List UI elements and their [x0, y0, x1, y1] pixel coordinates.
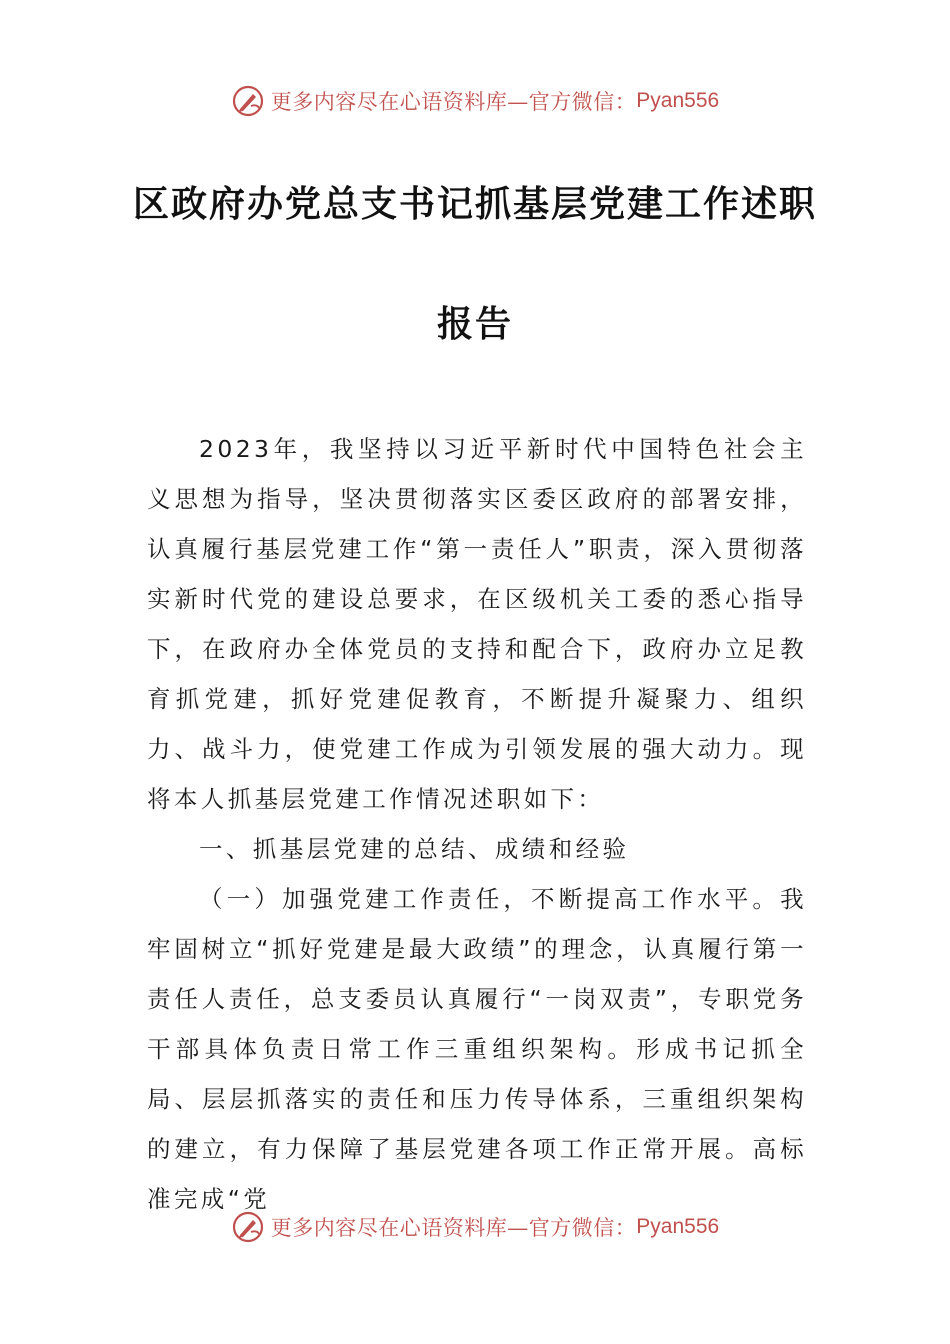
- watermark-text: 更多内容尽在心语资料库—官方微信：: [270, 90, 637, 114]
- pen-logo-icon: [231, 1210, 265, 1244]
- intro-paragraph: 2023年，我坚持以习近平新时代中国特色社会主义思想为指导，坚决贯彻落实区委区政府的部署安排，认真履行基层党建工作“第一责任人”职责，深入贯彻落实新时代党的建设总要求，在区级机关工委的悉心指导下，在政府办全体党员的支持和配合下，政府办立足教育抓党建，抓好党建促教育，不断提升凝聚力、组织力、战斗力，使党建工作成为引领发展的强大动力。现将本人抓基层党建工作情况述职如下：: [147, 435, 807, 813]
- watermark-handle: Pyan556: [636, 1215, 720, 1238]
- watermark-handle: Pyan556: [636, 89, 720, 112]
- document-title-continued: 报告: [436, 304, 513, 345]
- section-heading: 一、抓基层党建的总结、成绩和经验: [199, 835, 630, 863]
- document-title: 区政府办党总支书记抓基层党建工作述职: [132, 184, 817, 225]
- subsection-paragraph: （一）加强党建工作责任，不断提高工作水平。我牢固树立“抓好党建是最大政绩”的理念，认真履行第一责任人责任，总支委员认真履行“一岗双责”，专职党务干部具体负责日常工作三重组织架构。形成书记抓全局、层层抓落实的责任和压力传导体系，三重组织架构的建立，有力保障了基层党建各项工作正常开展。高标准完成“党: [147, 885, 807, 1213]
- footer-watermark: [0, 1210, 950, 1244]
- pen-logo-icon: [231, 84, 265, 118]
- watermark-text: 更多内容尽在心语资料库—官方微信：: [270, 1216, 637, 1240]
- header-watermark: [0, 84, 950, 118]
- document-body: [147, 424, 807, 1224]
